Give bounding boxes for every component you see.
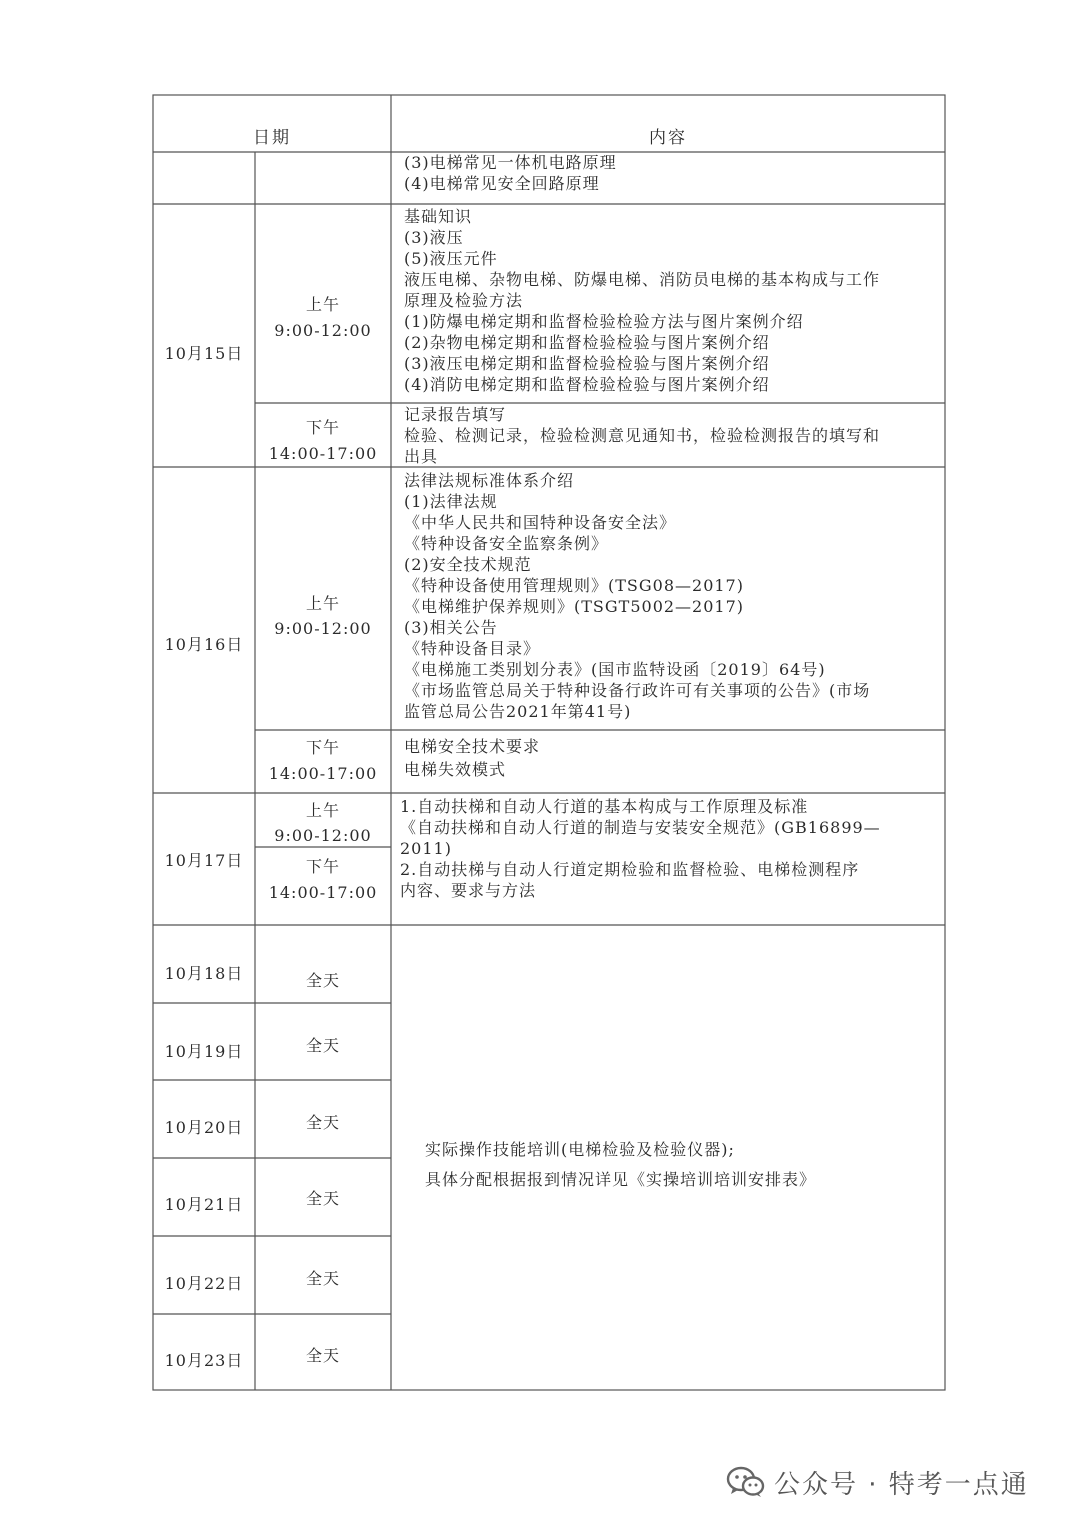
period-am-label: 上午: [305, 801, 340, 820]
content-line: 基础知识: [404, 207, 473, 226]
content-line: (5)液压元件: [404, 249, 498, 268]
content-line: 内容、要求与方法: [400, 881, 537, 900]
date-oct19: 10月19日: [164, 1042, 244, 1061]
date-oct21: 10月21日: [164, 1195, 244, 1214]
row0-content: [404, 152, 617, 194]
content-line: 检验、检测记录，检验检测意见通知书，检验检测报告的填写和: [404, 426, 881, 445]
content-line: 《市场监管总局关于特种设备行政许可有关事项的公告》(市场: [404, 681, 871, 700]
content-line: 《中华人民共和国特种设备安全法》: [404, 513, 677, 532]
content-line: 原理及检验方法: [404, 291, 524, 310]
date-oct17: 10月17日: [164, 851, 244, 870]
content-line: (2)安全技术规范: [404, 555, 532, 574]
header-date: 日期: [253, 128, 291, 148]
content-line: (1)防爆电梯定期和监督检验检验方法与图片案例介绍: [404, 312, 804, 331]
practice-content: [425, 1135, 816, 1195]
content-line: (3)液压电梯定期和监督检验检验与图片案例介绍: [404, 354, 770, 373]
content-line: (3)液压: [404, 228, 464, 247]
content-line: 监管总局公告2021年第41号): [404, 702, 632, 721]
period-allday: 全天: [305, 1269, 340, 1288]
header-content: 内容: [649, 128, 687, 148]
period-pm-time: 14:00-17:00: [268, 883, 378, 902]
content-line: 液压电梯、杂物电梯、防爆电梯、消防员电梯的基本构成与工作: [404, 270, 881, 289]
content-line: 《电梯施工类别划分表》(国市监特设函〔2019〕64号): [404, 660, 826, 679]
period-pm-time: 14:00-17:00: [268, 764, 378, 783]
wechat-watermark: [726, 1462, 1029, 1502]
content-line: 《电梯维护保养规则》(TSGT5002—2017): [404, 597, 745, 616]
content-line: 《自动扶梯和自动人行道的制造与安装安全规范》(GB16899—: [400, 818, 881, 837]
content-line: 实际操作技能培训(电梯检验及检验仪器);: [425, 1140, 735, 1159]
period-pm-label: 下午: [305, 418, 340, 437]
period-pm-label: 下午: [305, 738, 340, 757]
day16-am-content: [404, 470, 870, 722]
day17-content: [400, 796, 881, 901]
period-am-label: 上午: [305, 295, 340, 314]
content-line: 2011): [400, 839, 452, 858]
content-line: 电梯失效模式: [404, 760, 507, 779]
content-line: 《特种设备目录》: [404, 639, 541, 658]
content-line: 法律法规标准体系介绍: [404, 471, 575, 490]
row0-line: (4)电梯常见安全回路原理: [404, 174, 600, 193]
date-oct15: 10月15日: [164, 344, 244, 363]
period-allday: 全天: [305, 1189, 340, 1208]
date-oct23: 10月23日: [164, 1351, 244, 1370]
content-line: 出具: [404, 447, 439, 466]
period-am-label: 上午: [305, 594, 340, 613]
period-am-time: 9:00-12:00: [274, 826, 372, 845]
period-am-time: 9:00-12:00: [274, 321, 372, 340]
date-oct22: 10月22日: [164, 1274, 244, 1293]
date-oct16: 10月16日: [164, 635, 244, 654]
wechat-icon: [726, 1465, 766, 1499]
day15-am-content: [404, 206, 880, 395]
content-line: 记录报告填写: [404, 405, 507, 424]
date-oct18: 10月18日: [164, 964, 244, 983]
period-allday: 全天: [305, 1036, 340, 1055]
content-line: (3)相关公告: [404, 618, 498, 637]
watermark-text: 公众号 · 特考一点通: [774, 1469, 1029, 1500]
content-line: (4)消防电梯定期和监督检验检验与图片案例介绍: [404, 375, 770, 394]
content-line: 具体分配根据报到情况详见《实操培训培训安排表》: [425, 1170, 817, 1189]
period-am-time: 9:00-12:00: [274, 619, 372, 638]
content-line: (2)杂物电梯定期和监督检验检验与图片案例介绍: [404, 333, 770, 352]
content-line: (1)法律法规: [404, 492, 498, 511]
content-line: 电梯安全技术要求: [404, 737, 541, 756]
period-allday: 全天: [305, 1113, 340, 1132]
day16-pm-content: [404, 735, 540, 781]
content-line: 《特种设备使用管理规则》(TSG08—2017): [404, 576, 744, 595]
content-line: 2.自动扶梯与自动人行道定期检验和监督检验、电梯检测程序: [400, 860, 860, 879]
date-oct20: 10月20日: [164, 1118, 244, 1137]
row0-line: (3)电梯常见一体机电路原理: [404, 153, 617, 172]
period-allday: 全天: [305, 1346, 340, 1365]
period-allday: 全天: [305, 971, 340, 990]
content-line: 1.自动扶梯和自动人行道的基本构成与工作原理及标准: [400, 797, 809, 816]
period-pm-time: 14:00-17:00: [268, 444, 378, 463]
day15-pm-content: [404, 404, 880, 467]
period-pm-label: 下午: [305, 857, 340, 876]
content-line: 《特种设备安全监察条例》: [404, 534, 609, 553]
